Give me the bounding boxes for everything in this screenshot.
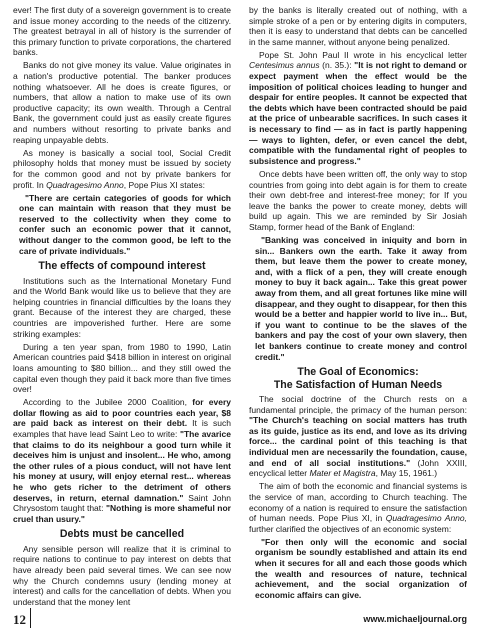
paragraph: According to the Jubilee 2000 Coalition, for every dollar flowing as aid to poor countries each year, $8 are paid back as interest on their debt. It is such examples that have lead Saint Leo to write: "The avarice that claims to do its neighbour a good turn while it deceives him is unjust and insolent... He who, among the other rules of a pious conduct, will not have lent his money at usury, will enjoy eternal rest... whereas he who gets richer to the detriment of others deserves, in return, eternal damnation." Saint John Chrysostom taught that: "Nothing is more shameful nor cruel than usury." [13,397,232,524]
paragraph: by the banks is literally created out of nothing, with a simple stroke of a pen or by entering digits in computers, then it is easy to understand that debts can be cancelled in the same manner, without anyone being penalized. [249,5,467,47]
page-number: 12 [13,612,26,627]
paragraph: Any sensible person will realize that it is criminal to require nations to continue to pay interest on debts that have already been paid several times. We can see now why the Church condemns usury (lending money at interest) and calls for the cancellation of debts. When you understand that the money lent [13,543,231,607]
footer-url: www.michaeljournal.org [363,614,467,624]
right-column [249,5,467,603]
paragraph: During a ten year span, from 1980 to 1990, Latin American countries paid $418 billion in interest on original loans amounting to $80 billion... and they still owed the capital even though they paid it back more than five times over! [13,341,231,395]
left-column [13,5,231,610]
quote: "For then only will the economic and social organism be soundly established and attain its end when it secures for all and each those goods which the wealth and resources of nature, technical achievement, and the social organization of economic affairs can give. [255,536,467,600]
footer-divider [30,608,31,628]
quote: "Banking was conceived in iniquity and born in sin... Bankers own the earth. Take it away from them, but leave them the power to create money, and, with a flick of a pen, they will create enough money to buy it back again... Take this great power away from them, and all great fortunes like mine will disappear, and they ought to disappear, for then this would be a better and happier world to live in... But, if you want to continue to be the slaves of the bankers and pay the cost of your own slavery, then let bankers continue to create money and control credit." [255,234,467,362]
section-heading: The Goal of Economics: The Satisfaction of Human Needs [273,366,443,391]
paragraph: Banks do not give money its value. Value originates in a nation's productive potential. The banker produces nothing whatsoever. All he does is create figures, or numbers, that allow a nation to make use of its own productive capacity; its own wealth. Through a Central Bank, the government could just as easily create figures and numbers without resorting to private banks and reaping unpayable debts. [13,60,231,145]
quote: "There are certain categories of goods for which one can maintain with reason that they must be reserved to the collectivity when they come to confer such an economic power that it cannot, without danger to the common good, be left to the care of private individuals." [19,192,231,256]
paragraph: Pope St. John Paul II wrote in his encyclical letter Centesimus annus (n. 35.): "It is not right to demand or expect payment when the effect would be the imposition of political choices leading to hunger and despair for entire peoples. It cannot be expected that the debts which have been contracted should be paid at the price of unbearable sacrifices. In such cases it is necessary to find — as in fact is partly happening — ways to lighten, defer, or even cancel the debt, compatible with the fundamental right of peoples to subsistence and progress." [249,49,467,166]
paragraph: As money is basically a social tool, Social Credit philosophy holds that money must be issued by society for the common good and not by private bankers for profit. In Quadragesimo Anno, Pope Pius XI states: [13,147,231,190]
paragraph: ever! The first duty of a sovereign government is to create and issue money according to the needs of the citizenry. The greatest betrayal in all of history is the surrender of this primary function to private corporations, the chartered banks. [13,5,231,58]
paragraph: Institutions such as the International Monetary Fund and the World Bank would like us to believe that they are helping countries in financial difficulties by the loans they grant. Because of the interest they are charged, these countries are impoverished further. Here are some striking examples: [13,275,231,339]
paragraph: The aim of both the economic and financial systems is the service of man, according to Church teaching. The economy of a nation is required to ensure the satisfaction of human needs. Pope Pius XI, in Quadragesimo Anno, further clarified the objectives of an economic system: [249,481,467,534]
paragraph: The social doctrine of the Church rests on a fundamental principle, the primacy of the human person: "The Church's teaching on social matters has truth as its guide, justice as its end, and love as its driving force... the cardinal point of this teaching is that individual men are necessarily the foundation, cause, and end of all social institutions." (John XXIII, encyclical letter Mater et Magistra, May 15, 1961.) [249,394,468,479]
section-heading: Debts must be cancelled [59,528,185,541]
section-heading: The effects of compound interest [38,260,206,273]
paragraph: Once debts have been written off, the only way to stop countries from going into debt again is for them to create their own debt-free and interest-free money; for If you leave the banks the power to create money, debts will build up again. This we are reminded by Sir Josiah Stamp, former head of the Bank of England: [249,168,467,232]
